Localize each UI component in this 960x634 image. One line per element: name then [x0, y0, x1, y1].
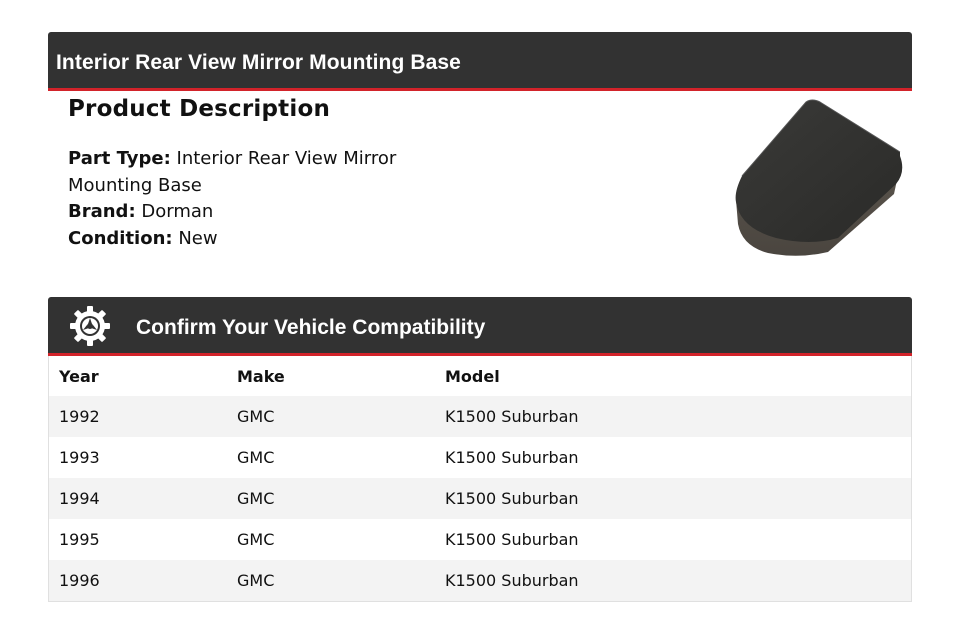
make-cell: GMC — [237, 489, 275, 508]
year-cell: 1994 — [59, 489, 100, 508]
condition-label: Condition: — [68, 227, 173, 249]
part-type-line-continued — [68, 173, 488, 200]
condition-value: New — [178, 227, 218, 249]
part-type-value: Interior Rear View Mirror — [176, 148, 397, 169]
column-header-year: Year — [59, 366, 99, 386]
model-cell: K1500 Suburban — [445, 448, 579, 467]
model-cell: K1500 Suburban — [445, 489, 579, 508]
product-image — [728, 96, 908, 260]
model-cell: K1500 Suburban — [445, 530, 579, 549]
year-cell: 1996 — [59, 571, 100, 590]
gear-icon — [68, 304, 112, 348]
make-cell: GMC — [237, 407, 275, 426]
compatibility-title: Confirm Your Vehicle Compatibility — [136, 316, 486, 339]
condition-line — [68, 226, 488, 253]
year-cell: 1992 — [59, 407, 100, 426]
compatibility-table — [48, 356, 912, 602]
table-row — [49, 519, 911, 560]
brand-line — [68, 199, 488, 226]
column-header-model: Model — [445, 366, 500, 386]
compatibility-banner — [48, 297, 912, 356]
part-type-line — [68, 146, 488, 173]
product-title-banner — [48, 32, 912, 91]
table-row — [49, 396, 911, 437]
model-cell: K1500 Suburban — [445, 407, 579, 426]
table-row — [49, 478, 911, 519]
part-type-label: Part Type: — [68, 148, 171, 169]
brand-value: Dorman — [141, 201, 214, 222]
model-cell: K1500 Suburban — [445, 571, 579, 590]
product-title: Interior Rear View Mirror Mounting Base — [56, 51, 461, 74]
make-cell: GMC — [237, 448, 275, 467]
column-header-make: Make — [237, 366, 285, 386]
make-cell: GMC — [237, 571, 275, 590]
product-description — [68, 96, 488, 252]
table-header-row — [49, 356, 911, 396]
description-heading: Product Description — [68, 96, 331, 122]
brand-label: Brand: — [68, 201, 136, 222]
description-fields — [68, 146, 488, 252]
year-cell: 1995 — [59, 530, 100, 549]
make-cell: GMC — [237, 530, 275, 549]
year-cell: 1993 — [59, 448, 100, 467]
table-row — [49, 437, 911, 478]
table-row — [49, 560, 911, 601]
part-type-value-continued: Mounting Base — [68, 174, 202, 196]
